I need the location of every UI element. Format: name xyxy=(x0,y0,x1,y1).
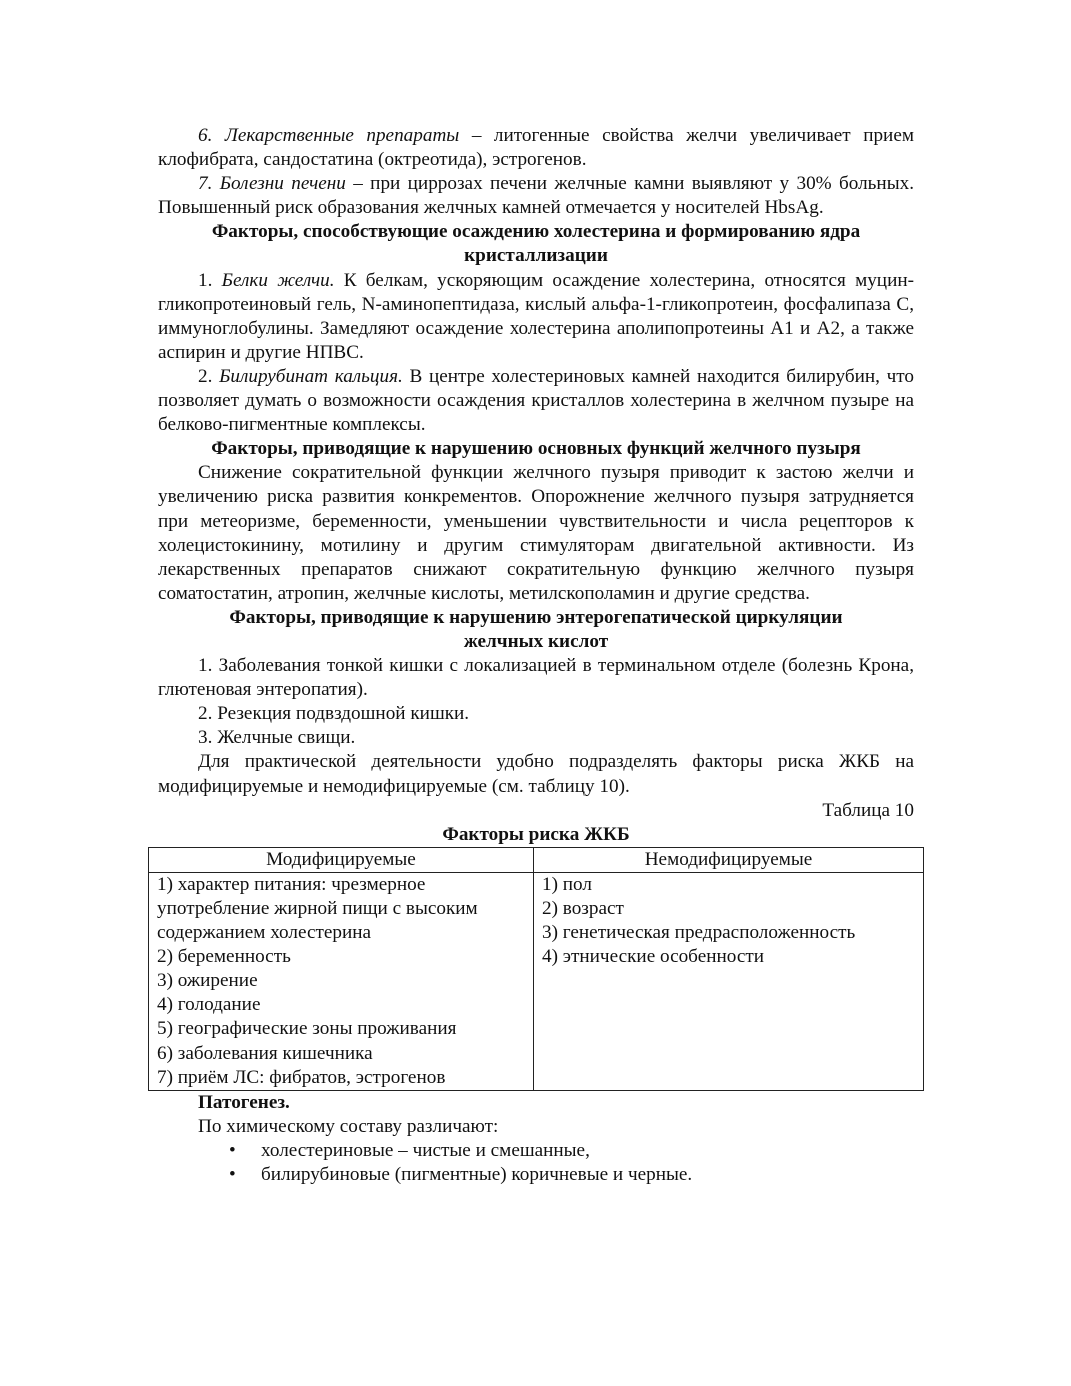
list-item: 1) характер питания: чрезмерное xyxy=(157,873,426,895)
paragraph-gallbladder-function: Снижение сократительной функции желчного пузыря приводит к застою желчи и увеличению риска развития конкрементов. Опорожнение желчного пузыря затрудняется при метеоризме, беременности, уменьшении чувствительности и числа рецепторов к холецистокинину, мотилину и другим стимуляторам двигательной активности. Из лекарственных препаратов снижают сократительную функцию желчного пузыря соматостатин, атропин, желчные кислоты, метилскополамин и другие средства. xyxy=(158,462,914,604)
table-header-row xyxy=(149,847,924,872)
pathogenesis-intro: По химическому составу различают: xyxy=(198,1115,499,1137)
list-item: 4) голодание xyxy=(157,994,261,1016)
list-item: 7) приём ЛС: фибратов, эстрогенов xyxy=(157,1066,446,1088)
stone-types-list xyxy=(158,1139,914,1187)
list-item: 5) географические зоны проживания xyxy=(157,1018,457,1040)
table-number: Таблица 10 xyxy=(822,799,914,821)
table-cell-modifiable xyxy=(149,872,534,1090)
paragraph-lead: Белки желчи. xyxy=(221,269,335,291)
heading-line: кристаллизации xyxy=(464,245,608,267)
list-item: содержанием холестерина xyxy=(157,922,372,944)
table-cell-nonmodifiable xyxy=(534,872,924,1090)
bullet-icon: • xyxy=(229,1164,236,1186)
paragraph-text: К белкам, ускоряющим осаждение холестерина, относятся муцин-гликопротеиновый гель, N-аминопептидаза, кислый альфа-1-гликопротеин, фосфалипаза С, иммуноглобулины. Замедляют осаждение холестерина аполипопротеины А1 и А2, а также аспирин и другие НПВС. xyxy=(158,269,914,363)
section-heading-cholesterol xyxy=(158,220,914,268)
list-item: 2. Резекция подвздошной кишки. xyxy=(198,703,470,725)
column-header-nonmodifiable: Немодифицируемые xyxy=(534,847,924,872)
item-number: 2. xyxy=(198,365,220,387)
paragraph-drugs xyxy=(158,124,914,172)
table-row xyxy=(149,872,924,1090)
heading-line: желчных кислот xyxy=(463,630,609,652)
paragraph-text: В центре холестериновых камней находится билирубин, что позволяет думать о возможности осаждения кристаллов холестерина в желчном пузыре на белково-пигментные комплексы. xyxy=(158,365,915,436)
list-item-text: холестериновые – чистые и смешанные, xyxy=(261,1139,590,1161)
paragraph-lead: 7. Болезни печени xyxy=(198,173,346,195)
section-heading-enterohepatic xyxy=(158,606,914,654)
section-heading-gallbladder: Факторы, приводящие к нарушению основных функций желчного пузыря xyxy=(211,438,861,460)
list-item: 4) этнические особенности xyxy=(542,946,764,968)
list-item: 2) возраст xyxy=(542,898,624,919)
column-header-modifiable: Модифицируемые xyxy=(149,847,534,872)
list-item: 1) пол xyxy=(542,873,592,895)
bullet-icon: • xyxy=(229,1139,236,1161)
paragraph-text: – литогенные свойства желчи увеличивает прием клофибрата, сандостатина (октреотида), эстрогенов. xyxy=(158,125,914,171)
list-item xyxy=(158,1139,914,1163)
risk-factors-table xyxy=(148,847,924,1091)
paragraph-liver xyxy=(158,172,914,220)
heading-line: Факторы, приводящие к нарушению энтерогепатической циркуляции xyxy=(229,606,843,628)
paragraph-lead: Билирубинат кальция. xyxy=(219,365,403,387)
list-item xyxy=(158,1163,914,1187)
list-item: 2) беременность xyxy=(157,946,291,968)
list-item: 3) генетическая предрасположенность xyxy=(542,922,856,944)
document-page xyxy=(158,124,914,1187)
table-title: Факторы риска ЖКБ xyxy=(442,823,630,845)
pathogenesis-heading: Патогенез. xyxy=(198,1091,290,1113)
heading-line: Факторы, способствующие осаждению холестерина и формированию ядра xyxy=(211,221,861,243)
paragraph-calcium-bilirubinate xyxy=(158,365,914,437)
list-item: 3) ожирение xyxy=(157,970,258,992)
list-item: употребление жирной пищи с высоким xyxy=(157,898,478,919)
paragraph-lead: 6. Лекарственные препараты xyxy=(198,125,460,146)
list-item: 6) заболевания кишечника xyxy=(157,1042,373,1064)
list-item: 1. Заболевания тонкой кишки с локализацией в терминальном отделе (болезнь Крона, глютеновая энтеропатия). xyxy=(158,655,914,701)
paragraph-bile-proteins xyxy=(158,269,914,365)
item-number: 1. xyxy=(198,269,222,291)
list-item: 3. Желчные свищи. xyxy=(198,727,356,749)
paragraph-closing: Для практической деятельности удобно подразделять факторы риска ЖКБ на модифицируемые и немодифицируемые (см. таблицу 10). xyxy=(158,751,914,797)
paragraph-text: – при циррозах печени желчные камни выявляют у 30% больных. Повышенный риск образования желчных камней отмечается у носителей HbsAg. xyxy=(158,173,914,219)
list-item-text: билирубиновые (пигментные) коричневые и черные. xyxy=(261,1164,693,1186)
